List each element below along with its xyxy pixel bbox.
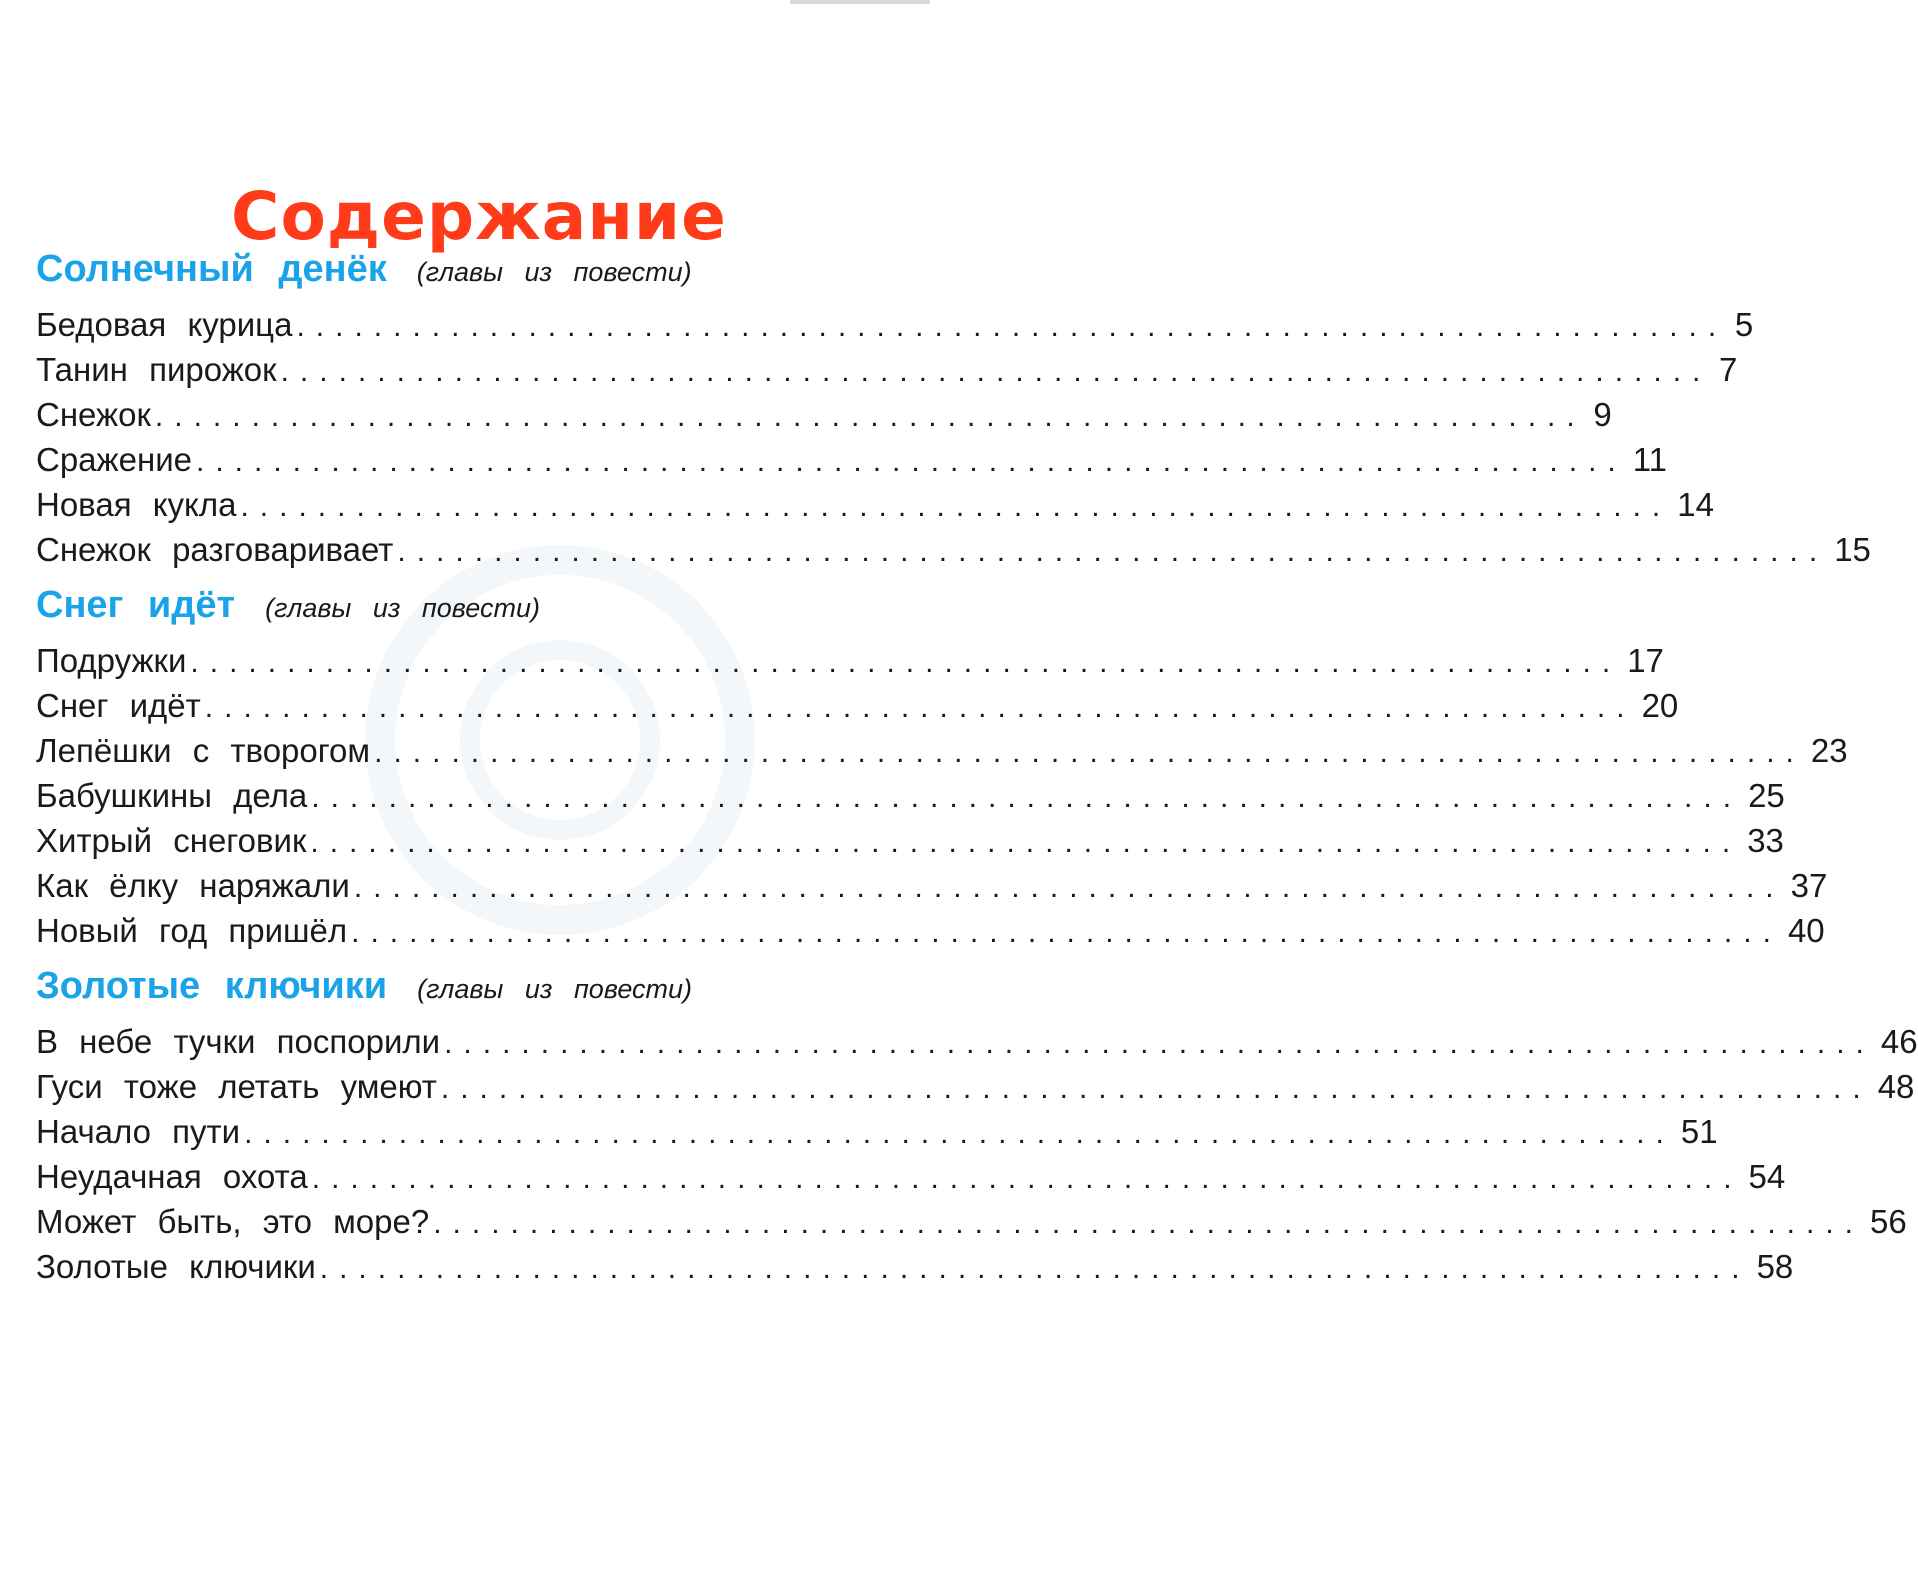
entry-title: Снег идёт [36, 687, 201, 724]
section-title[interactable]: Золотые ключики [36, 965, 388, 1007]
toc-entry[interactable] [36, 441, 1668, 486]
page-number: 37 [1790, 867, 1828, 904]
dot-leader: .......................................................................... [154, 400, 1586, 433]
page-number: 51 [1680, 1113, 1718, 1150]
toc-entry[interactable] [36, 531, 1871, 576]
entry-title: Бедовая курица [36, 306, 293, 343]
section-title[interactable]: Снег идёт [36, 584, 236, 626]
page-title: Содержание [231, 178, 727, 256]
toc-entry[interactable] [36, 396, 1612, 441]
dot-leader: .......................................................................... [374, 736, 1805, 769]
page-number: 5 [1734, 306, 1754, 343]
page-number: 11 [1632, 441, 1668, 478]
dot-leader: .......................................................................... [244, 1117, 1675, 1150]
section-note: (главы из повести) [265, 593, 541, 623]
page-number: 54 [1748, 1158, 1786, 1195]
toc-entry[interactable] [36, 1203, 1907, 1248]
dot-leader: .......................................................................... [351, 916, 1782, 949]
toc-entry[interactable] [36, 777, 1785, 822]
dot-leader: .......................................................................... [311, 1162, 1743, 1195]
page-number: 56 [1870, 1203, 1907, 1240]
toc-entry[interactable] [36, 732, 1848, 777]
page-number: 15 [1834, 531, 1871, 568]
page-number: 20 [1641, 687, 1679, 724]
page-number: 58 [1756, 1248, 1794, 1285]
entry-title: Хитрый снеговик [36, 822, 307, 859]
page-number: 7 [1719, 351, 1738, 388]
top-rule [790, 0, 930, 4]
page-number: 40 [1787, 912, 1825, 949]
toc-entry[interactable] [36, 1068, 1915, 1113]
page-number: 48 [1877, 1068, 1915, 1105]
dot-leader: .......................................................................... [319, 1252, 1751, 1285]
dot-leader: .......................................................................... [397, 535, 1829, 568]
entry-title: Лепёшки с творогом [36, 732, 371, 769]
table-of-contents [36, 248, 1918, 1293]
toc-entry[interactable] [36, 822, 1784, 867]
page-number: 33 [1747, 822, 1784, 859]
page-number: 9 [1593, 396, 1612, 433]
dot-leader: .......................................................................... [311, 781, 1743, 814]
dot-leader: .......................................................................... [440, 1072, 1872, 1105]
toc-entry[interactable] [36, 642, 1664, 687]
dot-leader: .......................................................................... [195, 445, 1627, 478]
section-heading [36, 965, 892, 1023]
section-heading [36, 248, 892, 306]
toc-entry[interactable] [36, 1023, 1918, 1068]
entry-title: Золотые ключики [36, 1248, 316, 1285]
toc-entry[interactable] [36, 486, 1714, 531]
section-heading [36, 584, 892, 642]
toc-entry[interactable] [36, 687, 1679, 732]
entry-title: Новый год пришёл [36, 912, 348, 949]
toc-entry[interactable] [36, 351, 1738, 396]
dot-leader: .......................................................................... [296, 310, 1728, 343]
entry-title: Сражение [36, 441, 192, 478]
toc-section [36, 965, 1918, 1293]
toc-entry[interactable] [36, 306, 1754, 351]
dot-leader: .......................................................................... [204, 691, 1636, 724]
toc-entry[interactable] [36, 1113, 1718, 1158]
dot-leader: .......................................................................... [353, 871, 1785, 904]
entry-title: Начало пути [36, 1113, 241, 1150]
page-number: 14 [1677, 486, 1714, 523]
entry-title: В небе тучки поспорили [36, 1023, 441, 1060]
entry-title: Подружки [36, 642, 187, 679]
entry-title: Может быть, это море? [36, 1203, 430, 1240]
page-number: 25 [1748, 777, 1785, 814]
toc-entry[interactable] [36, 1248, 1794, 1293]
entry-title: Как ёлку наряжали [36, 867, 350, 904]
toc-entry[interactable] [36, 867, 1828, 912]
dot-leader: .......................................................................... [240, 490, 1672, 523]
entry-title: Новая кукла [36, 486, 237, 523]
entry-title: Неудачная охота [36, 1158, 308, 1195]
entry-title: Гуси тоже летать умеют [36, 1068, 437, 1105]
entry-title: Снежок разговаривает [36, 531, 394, 568]
page-number: 23 [1810, 732, 1848, 769]
dot-leader: .......................................................................... [190, 646, 1622, 679]
entry-title: Снежок [36, 396, 151, 433]
section-title[interactable]: Солнечный денёк [36, 248, 387, 290]
dot-leader: .......................................................................... [433, 1207, 1864, 1240]
dot-leader: .......................................................................... [444, 1027, 1875, 1060]
entry-title: Танин пирожок [36, 351, 277, 388]
toc-entry[interactable] [36, 1158, 1786, 1203]
dot-leader: .......................................................................... [280, 355, 1712, 388]
entry-title: Бабушкины дела [36, 777, 308, 814]
page-number: 46 [1880, 1023, 1918, 1060]
section-note: (главы из повести) [416, 257, 692, 287]
toc-section [36, 584, 1848, 957]
section-note: (главы из повести) [417, 974, 693, 1004]
page-number: 17 [1627, 642, 1664, 679]
toc-entry[interactable] [36, 912, 1825, 957]
dot-leader: .......................................................................... [310, 826, 1742, 859]
toc-section [36, 248, 1871, 576]
